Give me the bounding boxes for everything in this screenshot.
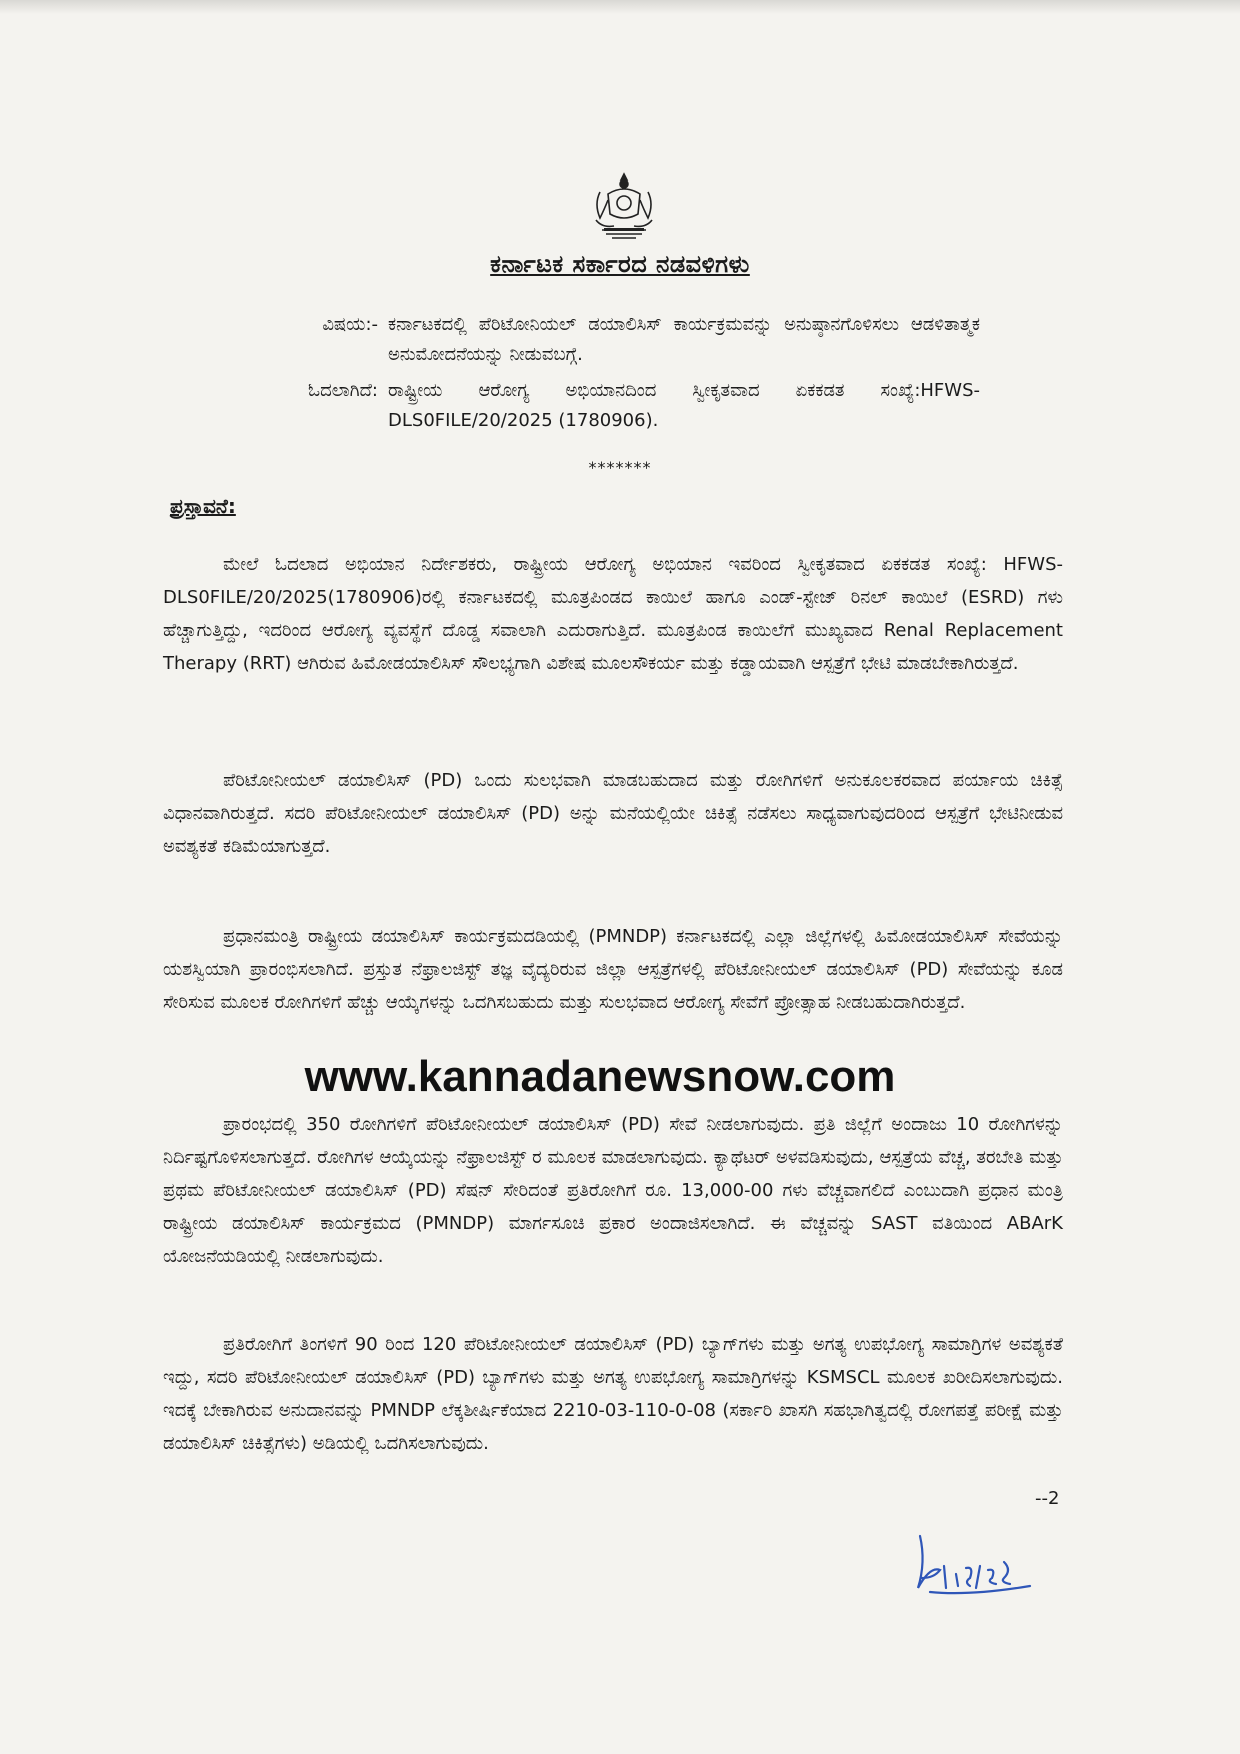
paragraph-1: ಮೇಲೆ ಓದಲಾದ ಅಭಿಯಾನ ನಿರ್ದೇಶಕರು, ರಾಷ್ಟ್ರೀಯ ಆರೋಗ್ಯ ಅಭಿಯಾನ ಇವರಿಂದ ಸ್ವೀಕೃತವಾದ ಏಕಕಡತ ಸಂಖ್ಯೆ: HFWS-DLS0FILE/20/2025(1780906)ರಲ್ಲಿ ಕರ್ನಾಟಕದಲ್ಲಿ ಮೂತ್ರಪಿಂಡದ ಕಾಯಿಲೆ ಹಾಗೂ ಎಂಡ್-ಸ್ಟೇಜ್ ರಿನಲ್ ಕಾಯಿಲೆ (ESRD) ಗಳು ಹೆಚ್ಚಾಗುತ್ತಿದ್ದು, ಇದರಿಂದ ಆರೋಗ್ಯ ವ್ಯವಸ್ಥೆಗೆ ದೊಡ್ಡ ಸವಾಲಾಗಿ ಎದುರಾಗುತ್ತಿದೆ. ಮೂತ್ರಪಿಂಡ ಕಾಯಿಲೆಗೆ ಮುಖ್ಯವಾದ Renal Replacement Therapy (RRT) ಆಗಿರುವ ಹಿಮೋಡಯಾಲಿಸಿಸ್ ಸೌಲಭ್ಯಗಾಗಿ ವಿಶೇಷ ಮೂಲಸೌಕರ್ಯ ಮತ್ತು ಕಡ್ಡಾಯವಾಗಿ ಆಸ್ಪತ್ರೆಗೆ ಭೇಟಿ ಮಾಡಬೇಕಾಗಿರುತ್ತದೆ. [163,554,1063,674]
karnataka-state-emblem-icon [588,170,660,244]
separator: ******* [588,458,652,477]
paragraph-3: ಪ್ರಧಾನಮಂತ್ರಿ ರಾಷ್ಟ್ರೀಯ ಡಯಾಲಿಸಿಸ್ ಕಾರ್ಯಕ್ರಮದಡಿಯಲ್ಲಿ (PMNDP) ಕರ್ನಾಟಕದಲ್ಲಿ ಎಲ್ಲಾ ಜಿಲ್ಲೆಗಳಲ್ಲಿ ಹಿಮೋಡಯಾಲಿಸಿಸ್ ಸೇವೆಯನ್ನು ಯಶಸ್ವಿಯಾಗಿ ಪ್ರಾರಂಭಿಸಲಾಗಿದೆ. ಪ್ರಸ್ತುತ ನೆಫ್ರಾಲಜಿಸ್ಟ್ ತಜ್ಞ ವೈದ್ಯರಿರುವ ಜಿಲ್ಲಾ ಆಸ್ಪತ್ರೆಗಳಲ್ಲಿ ಪೆರಿಟೋನೀಯಲ್ ಡಯಾಲಿಸಿಸ್ (PD) ಸೇವೆಯನ್ನು ಕೂಡ ಸೇರಿಸುವ ಮೂಲಕ ರೋಗಿಗಳಿಗೆ ಹೆಚ್ಚು ಆಯ್ಕೆಗಳನ್ನು ಒದಗಿಸಬಹುದು ಮತ್ತು ಸುಲಭವಾದ ಆರೋಗ್ಯ ಸೇವೆಗೆ ಪ್ರೋತ್ಸಾಹ ನೀಡಬಹುದಾಗಿರುತ್ತದೆ. [163,926,1063,1013]
handwritten-signature [900,1526,1050,1606]
reference-text: ರಾಷ್ಟ್ರೀಯ ಆರೋಗ್ಯ ಅಭಿಯಾನದಿಂದ ಸ್ವೀಕೃತವಾದ ಏಕಕಡತ ಸಂಖ್ಯೆ:HFWS-DLS0FILE/20/2025 (1780906). [388,380,980,431]
paragraph-4: ಪ್ರಾರಂಭದಲ್ಲಿ 350 ರೋಗಿಗಳಿಗೆ ಪೆರಿಟೋನೀಯಲ್ ಡಯಾಲಿಸಿಸ್ (PD) ಸೇವೆ ನೀಡಲಾಗುವುದು. ಪ್ರತಿ ಜಿಲ್ಲೆಗೆ ಅಂದಾಜು 10 ರೋಗಿಗಳನ್ನು ನಿರ್ದಿಷ್ಟಗೊಳಿಸಲಾಗುತ್ತದೆ. ರೋಗಿಗಳ ಆಯ್ಕೆಯನ್ನು ನೆಫ್ರಾಲಜಿಸ್ಟ್ ರ ಮೂಲಕ ಮಾಡಲಾಗುವುದು. ಕ್ಯಾಥೆಟರ್ ಅಳವಡಿಸುವುದು, ಆಸ್ಪತ್ರೆಯ ವೆಚ್ಚ, ತರಬೇತಿ ಮತ್ತು ಪ್ರಥಮ ಪೆರಿಟೋನೀಯಲ್ ಡಯಾಲಿಸಿಸ್ (PD) ಸೆಷನ್ ಸೇರಿದಂತೆ ಪ್ರತಿರೋಗಿಗೆ ರೂ. 13,000-00 ಗಳು ವೆಚ್ಚವಾಗಲಿದೆ ಎಂಬುದಾಗಿ ಪ್ರಧಾನ ಮಂತ್ರಿ ರಾಷ್ಟ್ರೀಯ ಡಯಾಲಿಸಿಸ್ ಕಾರ್ಯಕ್ರಮದ (PMNDP) ಮಾರ್ಗಸೂಚಿ ಪ್ರಕಾರ ಅಂದಾಜಿಸಲಾಗಿದೆ. ಈ ವೆಚ್ಚವನ್ನು SAST ವತಿಯಿಂದ ABArK ಯೋಜನೆಯಡಿಯಲ್ಲಿ ನೀಡಲಾಗುವುದು. [163,1114,1063,1267]
document-title: ಕರ್ನಾಟಕ ಸರ್ಕಾರದ ನಡವಳಿಗಳು [490,250,750,278]
subject-block [250,310,980,370]
subject-text: ಕರ್ನಾಟಕದಲ್ಲಿ ಪೆರಿಟೋನಿಯಲ್ ಡಯಾಲಿಸಿಸ್ ಕಾರ್ಯಕ್ರಮವನ್ನು ಅನುಷ್ಠಾನಗೊಳಿಸಲು ಆಡಳಿತಾತ್ಮಕ ಅನುಮೋದನೆಯನ್ನು ನೀಡುವಬಗ್ಗೆ. [388,314,980,365]
preamble-heading: ಪ್ರಸ್ತಾವನೆ: [170,494,236,518]
scan-top-edge [0,0,1240,14]
website-watermark: www.kannadanewsnow.com [304,1052,896,1101]
page-continuation: --2 [1035,1488,1060,1509]
subject-label: ವಿಷಯ:- [322,314,378,335]
paragraph-5: ಪ್ರತಿರೋಗಿಗೆ ತಿಂಗಳಿಗೆ 90 ರಿಂದ 120 ಪೆರಿಟೋನೀಯಲ್ ಡಯಾಲಿಸಿಸ್ (PD) ಬ್ಯಾಗ್‌ಗಳು ಮತ್ತು ಅಗತ್ಯ ಉಪಭೋಗ್ಯ ಸಾಮಾಗ್ರಿಗಳ ಅವಶ್ಯಕತೆ ಇದ್ದು, ಸದರಿ ಪೆರಿಟೋನೀಯಲ್ ಡಯಾಲಿಸಿಸ್ (PD) ಬ್ಯಾಗ್‌ಗಳು ಮತ್ತು ಅಗತ್ಯ ಉಪಭೋಗ್ಯ ಸಾಮಾಗ್ರಿಗಳನ್ನು KSMSCL ಮೂಲಕ ಖರೀದಿಸಲಾಗುವುದು. ಇದಕ್ಕೆ ಬೇಕಾಗಿರುವ ಅನುದಾನವನ್ನು PMNDP ಲೆಕ್ಕಶೀರ್ಷಿಕೆಯಾದ 2210-03-110-0-08 (ಸರ್ಕಾರಿ ಖಾಸಗಿ ಸಹಭಾಗಿತ್ವದಲ್ಲಿ ರೋಗಪತ್ತೆ ಪರೀಕ್ಷೆ ಮತ್ತು ಡಯಾಲಿಸಿಸ್ ಚಿಕಿತ್ಸೆಗಳು) ಅಡಿಯಲ್ಲಿ ಒದಗಿಸಲಾಗುವುದು. [163,1334,1063,1454]
reference-block [250,376,980,436]
reference-label: ಓದಲಾಗಿದೆ: [307,380,378,401]
paragraph-2: ಪೆರಿಟೋನೀಯಲ್ ಡಯಾಲಿಸಿಸ್ (PD) ಒಂದು ಸುಲಭವಾಗಿ ಮಾಡಬಹುದಾದ ಮತ್ತು ರೋಗಿಗಳಿಗೆ ಅನುಕೂಲಕರವಾದ ಪರ್ಯಾಯ ಚಿಕಿತ್ಸೆ ವಿಧಾನವಾಗಿರುತ್ತದೆ. ಸದರಿ ಪೆರಿಟೋನೀಯಲ್ ಡಯಾಲಿಸಿಸ್ (PD) ಅನ್ನು ಮನೆಯಲ್ಲಿಯೇ ಚಿಕಿತ್ಸೆ ನಡೆಸಲು ಸಾಧ್ಯವಾಗುವುದರಿಂದ ಆಸ್ಪತ್ರೆಗೆ ಭೇಟಿನೀಡುವ ಅವಶ್ಯಕತೆ ಕಡಿಮೆಯಾಗುತ್ತದೆ. [163,770,1063,857]
